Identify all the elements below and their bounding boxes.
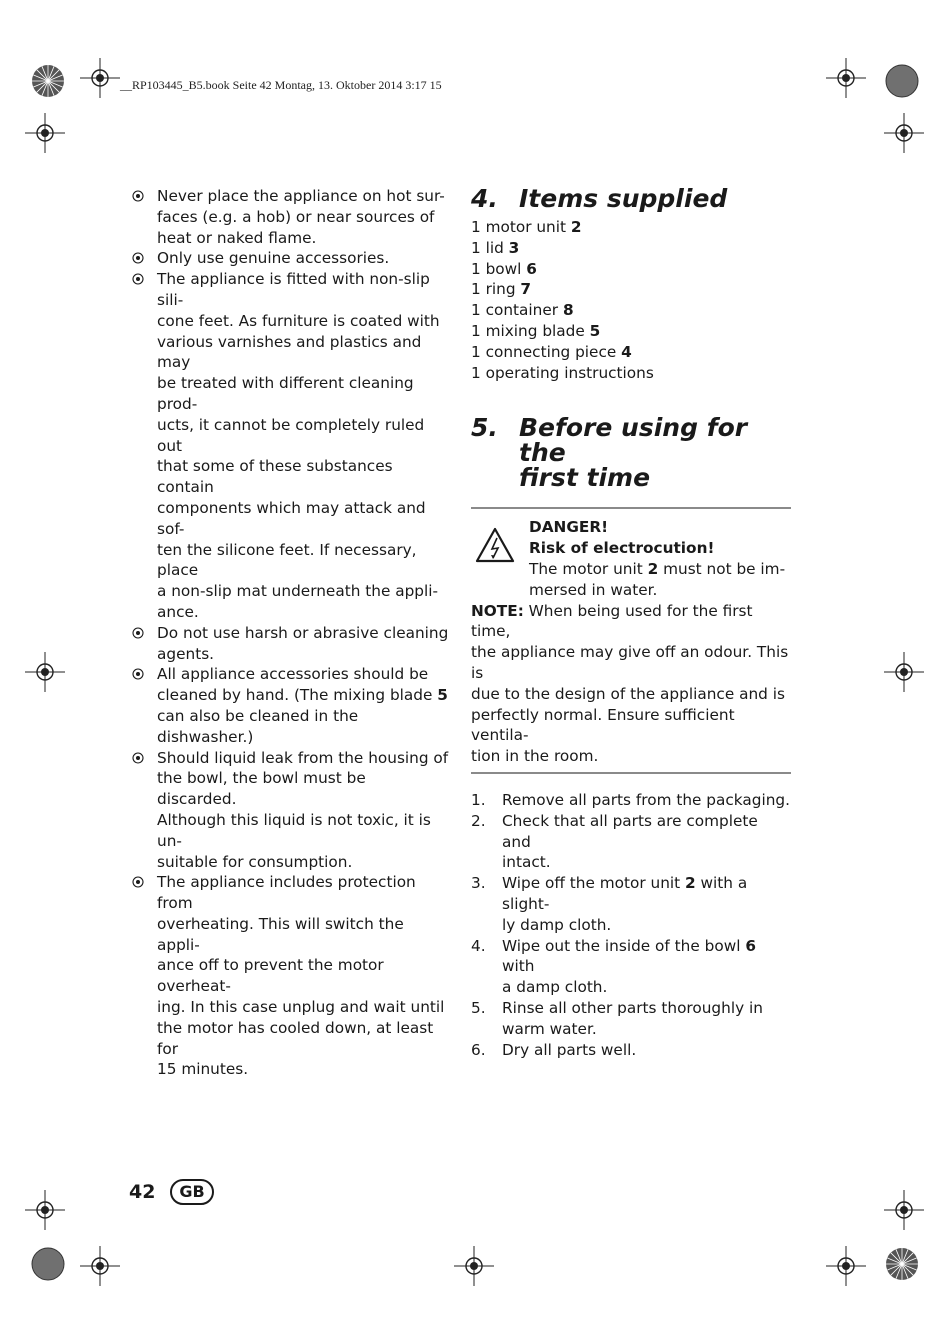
text-line: [471, 705, 791, 747]
preparation-steps-list: [471, 790, 791, 1060]
part-reference-number: 7: [520, 280, 532, 299]
text-fragment: Although this liquid is not toxic, it is un-: [157, 810, 431, 850]
text-fragment: Wipe out the inside of the bowl: [502, 936, 746, 955]
crosshair-top-right-icon: [826, 58, 866, 98]
safety-bullet-item: [130, 664, 450, 747]
safety-bullet-item: [130, 748, 450, 873]
safety-bullet-item: [130, 872, 450, 1080]
part-reference-number: 4: [621, 342, 632, 361]
step-number: 4.: [471, 936, 486, 955]
text-line: [157, 207, 450, 228]
section-5-title-wrap: [519, 413, 791, 493]
part-reference-number: 8: [562, 301, 574, 320]
text-fragment: Only use genuine accessories.: [157, 249, 390, 268]
text-fragment: overheating. This will switch the appli-: [157, 914, 404, 954]
text-line: [157, 456, 450, 498]
supplied-item: [471, 259, 791, 280]
text-line: [502, 936, 791, 978]
section-4-heading: [471, 186, 791, 211]
preparation-step: [471, 998, 791, 1040]
danger-heading: DANGER!: [529, 518, 609, 537]
text-fragment: Check that all parts are complete and: [502, 811, 758, 851]
text-line: [471, 684, 791, 705]
text-line: [502, 1019, 791, 1040]
text-fragment: ing. In this case unplug and wait until: [157, 998, 445, 1017]
text-line: [157, 540, 450, 582]
text-fragment: 15 minutes.: [157, 1060, 249, 1079]
text-line: [157, 228, 450, 249]
text-fragment: Should liquid leak from the housing of: [157, 748, 449, 767]
starburst-top-left-icon: [30, 63, 66, 99]
part-reference-number: 2: [570, 218, 582, 236]
section-5-title-line2: first time: [519, 463, 651, 493]
text-line: [157, 498, 450, 540]
part-reference-number: 2: [685, 874, 696, 893]
supplied-item-label: 1 motor unit: [471, 218, 571, 236]
text-fragment: suitable for consumption.: [157, 852, 353, 871]
crosshair-left-mid-icon: [25, 652, 65, 692]
language-badge: GB: [170, 1179, 214, 1205]
circle-dot-bullet-icon: [132, 627, 144, 639]
note-label: NOTE:: [471, 601, 524, 620]
circle-dot-bullet-icon: [132, 876, 144, 888]
preparation-step: [471, 936, 791, 998]
supplied-item-label: 1 connecting piece: [471, 342, 622, 361]
text-line: [157, 955, 450, 997]
electric-warning-icon: [475, 527, 515, 563]
print-slug: __RP103445_B5.book Seite 42 Montag, 13. Oktober 2014 3:17 15: [120, 78, 442, 92]
text-fragment: The motor unit: [529, 559, 648, 578]
text-fragment: cleaned by hand. (The mixing blade: [157, 686, 438, 705]
text-fragment: ly damp cloth.: [502, 915, 612, 934]
text-line: [157, 664, 450, 685]
text-fragment: various varnishes and plastics and may: [157, 332, 422, 372]
danger-subheading: Risk of electrocution!: [529, 539, 715, 558]
text-line: [157, 623, 450, 644]
text-fragment: the appliance may give off an odour. This is: [471, 643, 789, 682]
preparation-step: [471, 1040, 791, 1061]
text-fragment: Do not use harsh or abrasive cleaning: [157, 623, 449, 642]
text-line: [157, 602, 450, 623]
text-fragment: the bowl, the bowl must be discarded.: [157, 769, 366, 809]
text-fragment: mersed in water.: [529, 580, 658, 599]
text-line: [157, 872, 450, 914]
text-line: [157, 644, 450, 665]
text-line: [157, 186, 450, 207]
note-text: [471, 642, 791, 767]
gray-dot-top-right-icon: [884, 63, 920, 99]
text-line: [502, 811, 791, 853]
danger-box: [471, 517, 791, 600]
crosshair-right-bottom-icon: [884, 1190, 924, 1230]
part-reference-number: 5: [437, 686, 448, 705]
circle-dot-bullet-icon: [132, 273, 144, 285]
supplied-item: [471, 238, 791, 259]
text-line: [502, 790, 791, 811]
text-fragment: can also be cleaned in the dishwasher.): [157, 706, 359, 746]
text-line: [157, 269, 450, 311]
text-line: [157, 1059, 450, 1080]
starburst-bottom-right-icon: [884, 1246, 920, 1282]
text-line: [157, 581, 450, 602]
text-line: [471, 746, 791, 767]
text-line: [502, 977, 791, 998]
supplied-item-label: 1 bowl: [471, 259, 527, 278]
preparation-step: [471, 790, 791, 811]
circle-dot-bullet-icon: [132, 252, 144, 264]
supplied-item-label: 1 ring: [471, 280, 521, 299]
text-fragment: the motor has cooled down, at least for: [157, 1018, 434, 1058]
danger-text: [529, 559, 791, 601]
text-fragment: due to the design of the appliance and is: [471, 684, 785, 703]
text-line: [157, 768, 450, 810]
safety-bullet-item: [130, 269, 450, 623]
items-supplied-list: [471, 217, 791, 383]
crosshair-left-bottom-icon: [25, 1190, 65, 1230]
crosshair-left-top-icon: [25, 113, 65, 153]
safety-bullet-item: [130, 248, 450, 269]
part-reference-number: 2: [647, 559, 659, 578]
text-fragment: cone feet. As furniture is coated with: [157, 311, 440, 330]
safety-bullet-item: [130, 623, 450, 665]
text-line: [157, 311, 450, 332]
text-fragment: Remove all parts from the packaging.: [502, 790, 790, 809]
text-line: [157, 706, 450, 748]
supplied-item: [471, 321, 791, 342]
crosshair-right-mid-icon: [884, 652, 924, 692]
step-number: 2.: [471, 811, 486, 830]
preparation-step: [471, 811, 791, 873]
section-5-number: 5.: [471, 413, 498, 443]
text-fragment: agents.: [157, 644, 215, 663]
text-fragment: warm water.: [502, 1019, 597, 1038]
text-fragment: intact.: [502, 853, 551, 872]
right-column: [471, 186, 791, 1060]
text-line: [157, 852, 450, 873]
text-fragment: Dry all parts well.: [502, 1040, 637, 1059]
text-line: [157, 415, 450, 457]
supplied-item: [471, 217, 791, 238]
circle-dot-bullet-icon: [132, 752, 144, 764]
text-line: [529, 559, 791, 580]
text-fragment: Wipe off the motor unit: [502, 874, 686, 893]
section-4-number: 4.: [471, 184, 498, 213]
text-fragment: that some of these substances contain: [157, 457, 393, 497]
text-line: [157, 373, 450, 415]
text-line: [157, 332, 450, 374]
section-4-title: Items supplied: [519, 184, 728, 213]
note-line: When being used for the first time,: [471, 601, 753, 641]
page-number: 42: [129, 1181, 156, 1203]
text-line: [157, 810, 450, 852]
supplied-item: [471, 363, 791, 384]
text-fragment: must not be im-: [658, 559, 786, 578]
text-fragment: ance off to prevent the motor overheat-: [157, 956, 384, 996]
supplied-item-label: 1 operating instructions: [471, 363, 654, 382]
divider-top: [471, 507, 791, 509]
text-fragment: with: [502, 957, 535, 976]
text-fragment: heat or naked flame.: [157, 228, 317, 247]
safety-bullet-item: [130, 186, 450, 248]
part-reference-number: 6: [745, 936, 756, 955]
text-line: [529, 580, 791, 601]
text-line: [502, 1040, 791, 1061]
divider-bottom: [471, 772, 791, 774]
crosshair-right-top-icon: [884, 113, 924, 153]
text-line: [157, 748, 450, 769]
text-fragment: tion in the room.: [471, 747, 599, 766]
text-fragment: faces (e.g. a hob) or near sources of: [157, 207, 435, 226]
text-fragment: ten the silicone feet. If necessary, place: [157, 540, 417, 580]
text-fragment: with a slight-: [502, 874, 748, 913]
text-line: [157, 914, 450, 956]
crosshair-top-left-icon: [80, 58, 120, 98]
supplied-item: [471, 279, 791, 300]
crosshair-bottom-left-icon: [80, 1246, 120, 1286]
left-column: [130, 186, 450, 1080]
text-line: [157, 997, 450, 1018]
text-fragment: be treated with different cleaning prod-: [157, 374, 414, 413]
supplied-item-label: 1 mixing blade: [471, 321, 590, 340]
part-reference-number: 5: [589, 321, 601, 340]
step-number: 5.: [471, 998, 486, 1017]
text-fragment: ucts, it cannot be completely ruled out: [157, 415, 425, 455]
text-fragment: a damp cloth.: [502, 978, 608, 997]
text-fragment: ance.: [157, 602, 199, 621]
crosshair-bottom-center-icon: [454, 1246, 494, 1286]
text-line: [502, 915, 791, 936]
crosshair-bottom-right-icon: [826, 1246, 866, 1286]
supplied-item-label: 1 container: [471, 301, 563, 320]
text-fragment: components which may attack and sof-: [157, 498, 426, 538]
supplied-item: [471, 300, 791, 321]
supplied-item: [471, 342, 791, 363]
text-line: [502, 852, 791, 873]
text-fragment: The appliance includes protection from: [157, 873, 416, 913]
text-line: [502, 998, 791, 1019]
step-number: 6.: [471, 1040, 486, 1059]
circle-dot-bullet-icon: [132, 190, 144, 202]
text-line: [157, 685, 450, 706]
part-reference-number: 3: [508, 238, 520, 257]
text-line: [471, 642, 791, 684]
text-line: [157, 1018, 450, 1060]
text-line: [502, 873, 791, 915]
section-5-heading: [471, 413, 791, 493]
part-reference-number: 6: [526, 259, 537, 278]
note-paragraph: [471, 601, 791, 772]
safety-bullet-list: [130, 186, 450, 1080]
text-fragment: Rinse all other parts thoroughly in: [502, 998, 763, 1017]
text-fragment: Never place the appliance on hot sur-: [157, 187, 445, 205]
circle-dot-bullet-icon: [132, 668, 144, 680]
gray-dot-bottom-left-icon: [30, 1246, 66, 1282]
supplied-item-label: 1 lid: [471, 238, 509, 257]
step-number: 1.: [471, 790, 486, 809]
text-fragment: All appliance accessories should be: [157, 665, 429, 684]
text-line: [157, 248, 450, 269]
text-fragment: The appliance is fitted with non-slip sili-: [157, 270, 430, 309]
preparation-step: [471, 873, 791, 935]
text-fragment: perfectly normal. Ensure sufficient ventila-: [471, 705, 735, 745]
step-number: 3.: [471, 874, 486, 893]
text-fragment: a non-slip mat underneath the appli-: [157, 582, 439, 601]
section-5-title-line1: Before using for the: [519, 413, 748, 468]
